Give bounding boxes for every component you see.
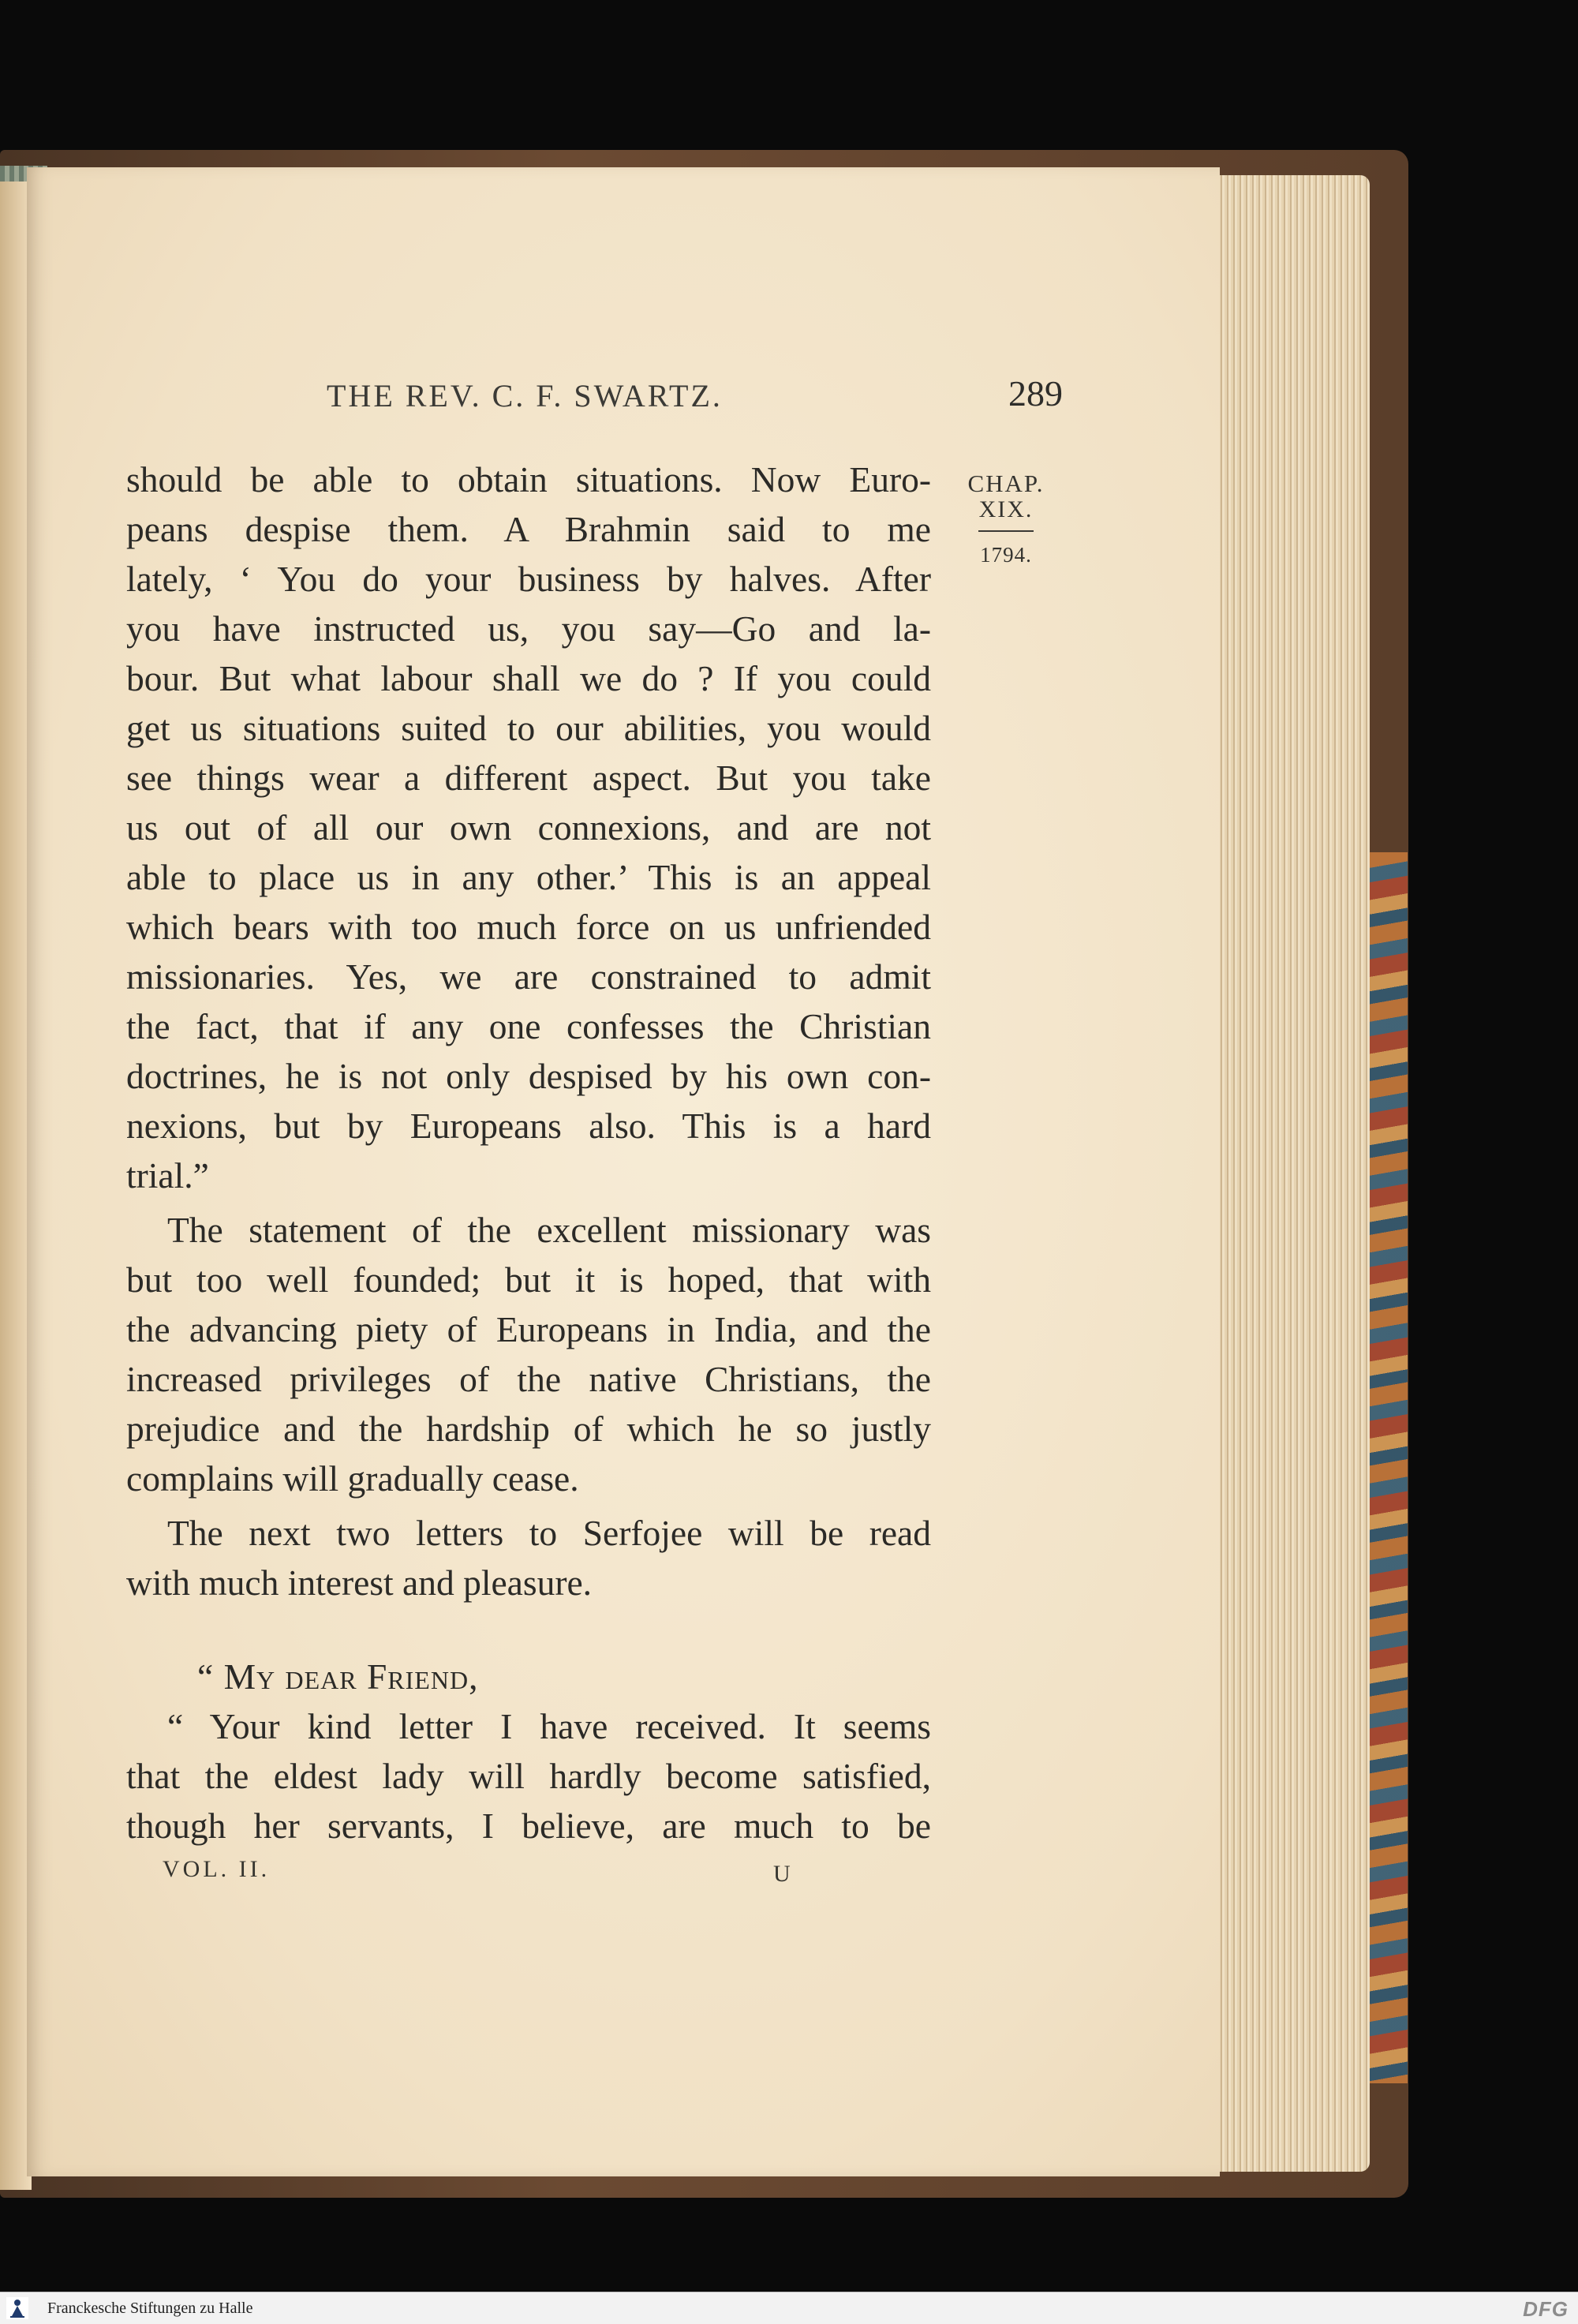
text-line: us out of all our own connexions, and are not (126, 807, 931, 848)
running-head-title: THE REV. C. F. SWARTZ. (327, 378, 723, 414)
section-gap (126, 1607, 931, 1652)
signature-letter: U (773, 1861, 791, 1887)
text-line: should be able to obtain situations. Now Euro- (126, 459, 931, 500)
paragraph-3 (126, 1508, 931, 1607)
letter (126, 1652, 931, 1851)
text-line: with much interest and pleasure. (126, 1562, 593, 1603)
text-line: the fact, that if any one confesses the Christian (126, 1006, 931, 1046)
text-line: the advancing piety of Europeans in India, and the (126, 1309, 931, 1349)
institution-name: Franckesche Stiftungen zu Halle (47, 2300, 253, 2317)
chapter-label: CHAP. (967, 470, 1045, 497)
text-line: see things wear a different aspect. But you take (126, 758, 931, 798)
volume-signature: VOL. II. (163, 1856, 271, 1882)
text-line: doctrines, he is not only despised by his own con- (126, 1056, 931, 1096)
text-line: but too well founded; but it is hoped, that with (126, 1259, 931, 1300)
margin-note (955, 470, 1057, 567)
footer-bar (0, 2292, 1578, 2324)
page-edges (1212, 175, 1370, 2172)
text-line: “ Your kind letter I have received. It seems (167, 1706, 931, 1746)
body-text (126, 455, 931, 1851)
text-line: that the eldest lady will hardly become satisfied, (126, 1756, 931, 1796)
text-line: The statement of the excellent missionary was (167, 1210, 931, 1250)
text-line: increased privileges of the native Christians, the (126, 1359, 931, 1399)
paragraph-2 (126, 1205, 931, 1503)
text-line: missionaries. Yes, we are constrained to admit (126, 956, 931, 997)
dfg-logo: DFG (1523, 2297, 1569, 2321)
paragraph-1 (126, 455, 931, 1200)
text-line: complains will gradually cease. (126, 1458, 579, 1499)
text-line: able to place us in any other.’ This is an appeal (126, 857, 931, 897)
text-line: you have instructed us, you say—Go and la- (126, 608, 931, 649)
text-line: nexions, but by Europeans also. This is a hard (126, 1106, 931, 1146)
page-number: 289 (1008, 373, 1063, 414)
foundation-logo-icon (6, 2297, 28, 2319)
text-line: The next two letters to Serfojee will be read (167, 1513, 931, 1553)
letter-salutation: “ My dear Friend, (197, 1656, 479, 1697)
text-line: though her servants, I believe, are much to be (126, 1806, 931, 1846)
chapter-rule (978, 530, 1034, 532)
text-line: bour. But what labour shall we do ? If you could (126, 658, 931, 698)
text-line: peans despise them. A Brahmin said to me (126, 509, 931, 549)
text-line: which bears with too much force on us unfriended (126, 907, 931, 947)
text-line: lately, ‘ You do your business by halves. After (126, 559, 931, 599)
text-line: trial.” (126, 1155, 209, 1196)
chapter-number: XIX. (978, 496, 1034, 522)
year-label: 1794. (980, 543, 1032, 567)
text-line: get us situations suited to our abilities, you would (126, 708, 931, 748)
text-line: prejudice and the hardship of which he so justly (126, 1409, 931, 1449)
